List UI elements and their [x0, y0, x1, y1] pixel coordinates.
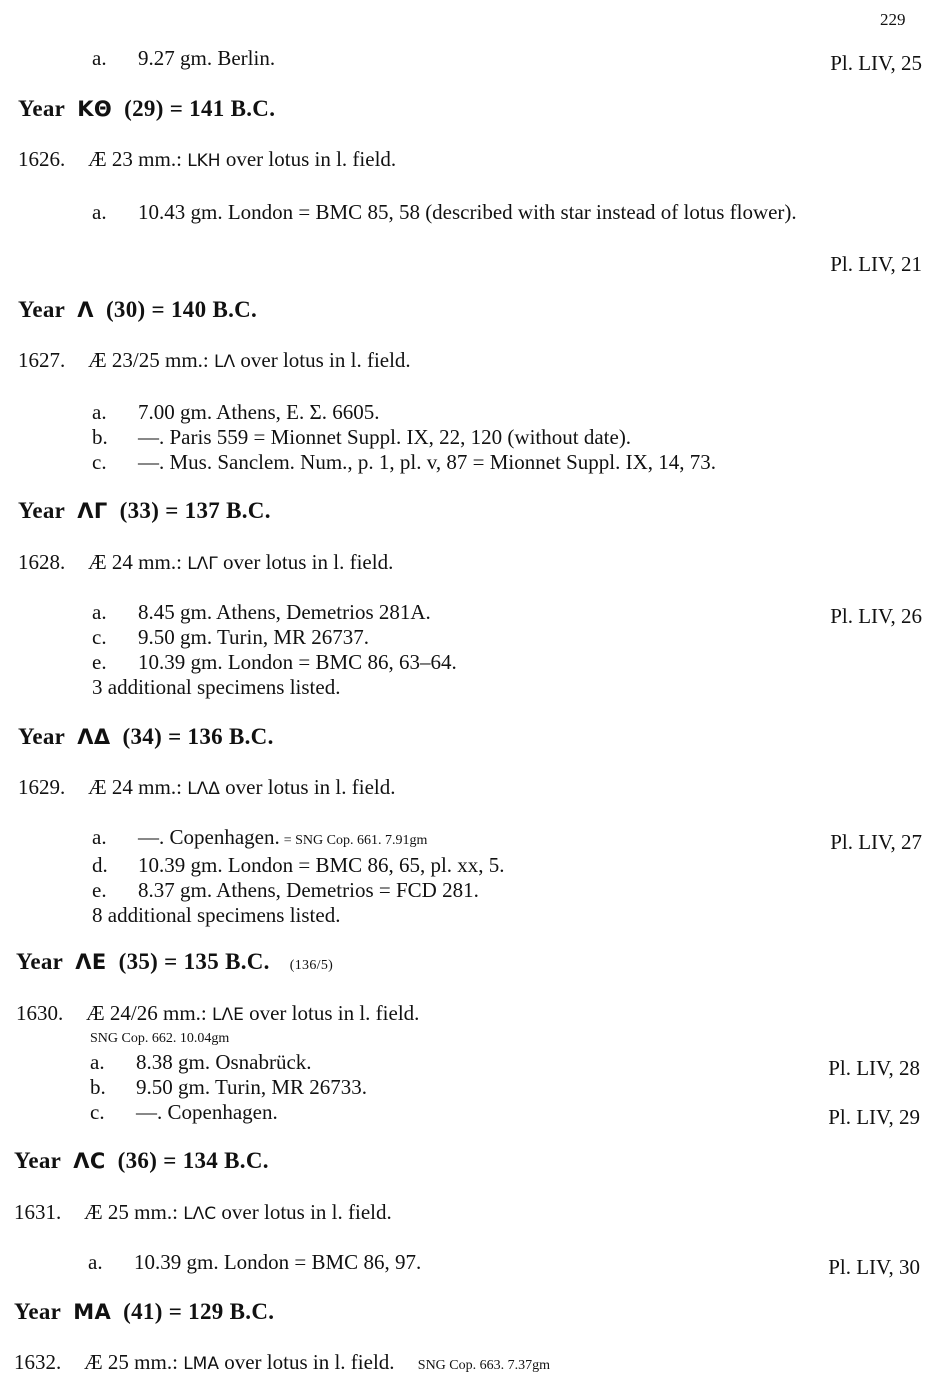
specimen-line: [90, 1050, 367, 1075]
specimen-letter: a.: [92, 600, 107, 624]
specimen-letter: a.: [92, 200, 107, 224]
specimen-text: 7.00 gm. Athens, E. Σ. 6605.: [138, 400, 380, 424]
specimen-line: [90, 1100, 367, 1125]
entry-description: Æ 24/26 mm.:: [86, 1001, 207, 1025]
specimen-line: [92, 853, 505, 878]
plate-reference: Pl. LIV, 28: [828, 1056, 920, 1080]
catalogue-entry-1632: [14, 1350, 550, 1375]
year-heading: [14, 1148, 269, 1174]
specimen-letter: d.: [92, 853, 108, 877]
entry-annotation: SNG Cop. 662. 10.04gm: [90, 1031, 230, 1046]
year-greek: ΛΓ: [77, 499, 108, 523]
plate-reference: Pl. LIV, 25: [830, 51, 922, 75]
entry-description: Æ 23/25 mm.:: [88, 348, 209, 372]
plate-reference: Pl. LIV, 27: [830, 830, 922, 854]
entry-type: over lotus in l. field.: [221, 1200, 392, 1224]
specimen-list: [90, 1050, 367, 1125]
year-word: Year: [18, 96, 66, 121]
year-word: Year: [18, 498, 66, 523]
entry-description: Æ 25 mm.:: [84, 1350, 178, 1374]
specimen-line: [92, 425, 716, 450]
specimen-text: 10.39 gm. London = BMC 86, 65, pl. xx, 5.: [138, 853, 505, 877]
specimen-letter: b.: [90, 1075, 106, 1099]
entry-number: 1631.: [14, 1200, 62, 1224]
specimen-text: 10.39 gm. London = BMC 86, 63–64.: [138, 650, 457, 674]
entry-description: Æ 24 mm.:: [88, 775, 182, 799]
specimen-note: 8 additional specimens listed.: [92, 903, 341, 927]
year-word: Year: [14, 1299, 62, 1324]
catalogue-entry-1627: [18, 348, 411, 373]
entry-number: 1630.: [16, 1001, 64, 1025]
entry-type: over lotus in l. field.: [249, 1001, 420, 1025]
specimen-line: [92, 825, 505, 853]
year-greek: KΘ: [77, 97, 113, 121]
year-word: Year: [16, 949, 64, 974]
entry-annotation: SNG Cop. 663. 7.37gm: [417, 1358, 551, 1373]
catalogue-entry-1628: [18, 550, 393, 575]
specimen-line: [92, 400, 716, 425]
entry-description: Æ 23 mm.:: [88, 147, 182, 171]
specimen-letter: c.: [92, 625, 107, 649]
entry-number: 1628.: [18, 550, 66, 574]
year-word: Year: [18, 724, 66, 749]
specimen-text: 8.37 gm. Athens, Demetrios = FCD 281.: [138, 878, 479, 902]
coin-legend: LΛΓ: [187, 554, 218, 574]
year-heading: [14, 1299, 274, 1325]
catalogue-entry-1626: [18, 147, 396, 172]
specimen-text: —. Copenhagen.: [136, 1100, 278, 1124]
coin-legend: LMA: [183, 1354, 219, 1374]
entry-type: over lotus in l. field.: [240, 348, 411, 372]
catalogue-entry-1631: [14, 1200, 392, 1225]
specimen-text: 8.38 gm. Osnabrück.: [136, 1050, 312, 1074]
specimen-letter: e.: [92, 878, 107, 902]
specimen-note: 3 additional specimens listed.: [92, 675, 341, 699]
specimen-letter: a.: [92, 400, 107, 424]
coin-legend: LΛ: [214, 352, 236, 372]
specimen-line: [92, 200, 807, 225]
specimen-list: [92, 825, 505, 928]
specimen-text: —. Mus. Sanclem. Num., p. 1, pl. v, 87 = Mionnet Suppl. IX, 14, 73.: [138, 450, 717, 474]
specimen-text: 10.39 gm. London = BMC 86, 97.: [134, 1250, 422, 1274]
year-heading: [18, 297, 257, 323]
plate-reference: Pl. LIV, 29: [828, 1105, 920, 1129]
coin-legend: LKH: [187, 151, 221, 171]
specimen-text: 10.43 gm. London = BMC 85, 58 (described with star instead of lotus flower).: [138, 200, 797, 224]
year-greek: ΛΕ: [75, 950, 107, 974]
page-number: 229: [880, 10, 906, 29]
coin-legend: LΛΔ: [187, 779, 220, 799]
entry-description: Æ 25 mm.:: [84, 1200, 178, 1224]
specimen-line: [88, 1250, 421, 1275]
specimen-letter: a.: [92, 825, 107, 849]
entry-number: 1627.: [18, 348, 66, 372]
year-heading: [18, 96, 275, 122]
specimen-letter: c.: [90, 1100, 105, 1124]
specimen-list: [92, 400, 716, 475]
year-date: (35) = 135 B.C.: [118, 949, 270, 974]
catalogue-entry-1629: [18, 775, 395, 800]
coin-legend: LΛϹ: [183, 1204, 217, 1224]
year-heading: [18, 498, 271, 524]
specimen-line: [92, 600, 457, 625]
entry-number: 1629.: [18, 775, 66, 799]
entry-type: over lotus in l. field.: [225, 775, 396, 799]
year-date: (41) = 129 B.C.: [123, 1299, 275, 1324]
specimen-line: [92, 46, 275, 71]
specimen-letter: e.: [92, 650, 107, 674]
specimen-text: 9.27 gm. Berlin.: [138, 46, 276, 70]
entry-type: over lotus in l. field.: [224, 1350, 395, 1374]
entry-description: Æ 24 mm.:: [88, 550, 182, 574]
specimen-text: —. Copenhagen.: [138, 825, 280, 849]
entry-number: 1632.: [14, 1350, 62, 1374]
specimen-line: [92, 878, 505, 903]
specimen-letter: c.: [92, 450, 107, 474]
year-greek: MA: [73, 1300, 112, 1324]
specimen-text: 9.50 gm. Turin, MR 26737.: [138, 625, 370, 649]
year-heading: [16, 949, 333, 975]
catalogue-entry-1630: [16, 1001, 419, 1026]
year-greek: ΛϹ: [73, 1149, 106, 1173]
coin-legend: LΛE: [212, 1005, 244, 1025]
year-word: Year: [14, 1148, 62, 1173]
year-heading: [18, 724, 274, 750]
specimen-text: 8.45 gm. Athens, Demetrios 281A.: [138, 600, 431, 624]
plate-reference: Pl. LIV, 30: [828, 1255, 920, 1279]
year-date: (30) = 140 B.C.: [105, 297, 258, 322]
year-date: (36) = 134 B.C.: [117, 1148, 269, 1173]
plate-reference: Pl. LIV, 21: [830, 252, 922, 276]
year-greek: Λ: [77, 298, 94, 322]
year-date: (34) = 136 B.C.: [122, 724, 274, 749]
specimen-line: [90, 1075, 367, 1100]
specimen-line: [92, 625, 457, 650]
entry-type: over lotus in l. field.: [223, 550, 394, 574]
year-date: (29) = 141 B.C.: [124, 96, 276, 121]
year-date: (33) = 137 B.C.: [119, 498, 271, 523]
entry-type: over lotus in l. field.: [225, 147, 397, 171]
year-note: (136/5): [289, 958, 334, 973]
entry-number: 1626.: [18, 147, 66, 171]
specimen-list: [92, 600, 457, 700]
specimen-letter: a.: [90, 1050, 105, 1074]
specimen-letter: b.: [92, 425, 108, 449]
specimen-line: [92, 650, 457, 675]
year-word: Year: [18, 297, 66, 322]
specimen-letter: a.: [92, 46, 107, 70]
specimen-line: [92, 450, 716, 475]
specimen-annotation: = SNG Cop. 661. 7.91gm: [283, 833, 428, 848]
specimen-letter: a.: [88, 1250, 103, 1274]
plate-reference: Pl. LIV, 26: [830, 604, 922, 628]
specimen-text: —. Paris 559 = Mionnet Suppl. IX, 22, 120 (without date).: [138, 425, 632, 449]
year-greek: ΛΔ: [77, 725, 111, 749]
specimen-text: 9.50 gm. Turin, MR 26733.: [136, 1075, 368, 1099]
